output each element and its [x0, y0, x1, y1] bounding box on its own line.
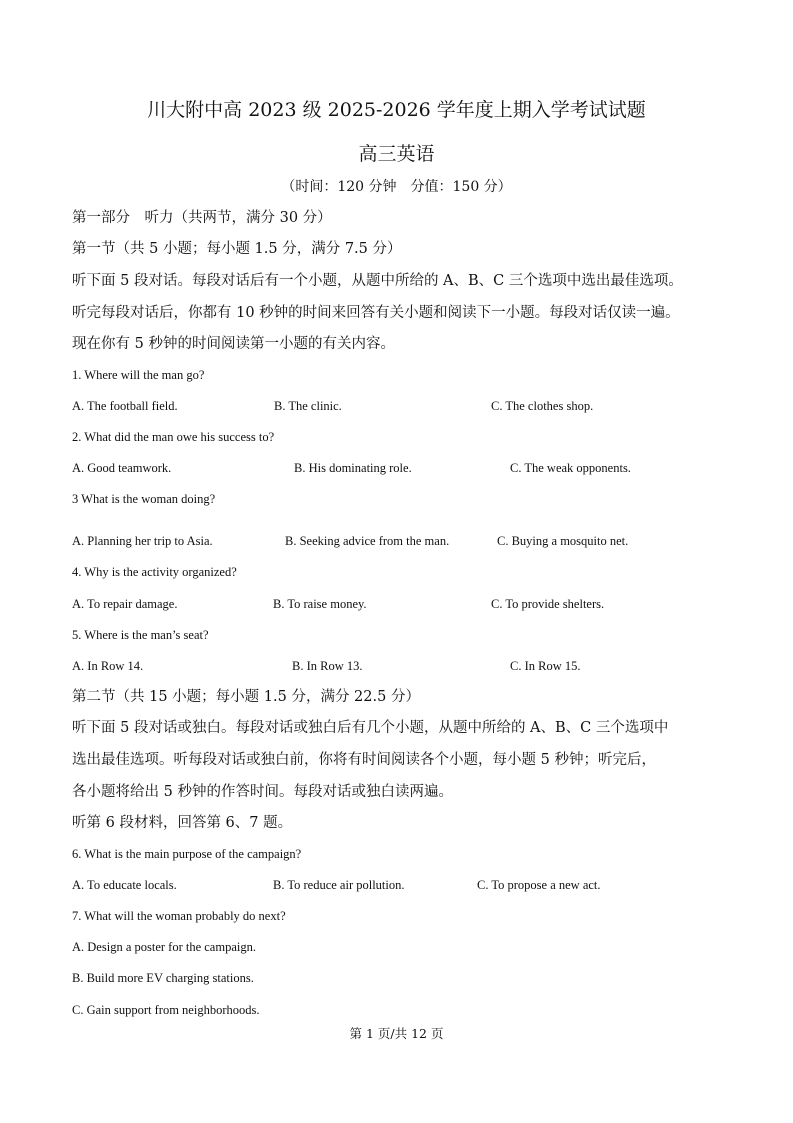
question-stem: 4. Why is the activity organized? — [72, 565, 237, 579]
option-c: C. The weak opponents. — [510, 461, 631, 475]
question-stem: 2. What did the man owe his success to? — [72, 430, 275, 444]
option-a: A. Planning her trip to Asia. — [72, 534, 213, 548]
option-a: A. To repair damage. — [72, 597, 178, 611]
question-stem: 7. What will the woman probably do next? — [72, 909, 286, 923]
option-c: C. In Row 15. — [510, 659, 581, 673]
exam-subtitle: 高三英语 — [358, 143, 435, 165]
option-b: B. The clinic. — [274, 399, 342, 413]
option-b: B. Seeking advice from the man. — [285, 534, 450, 548]
option-a: A. Design a poster for the campaign. — [72, 940, 256, 954]
option-c: C. To propose a new act. — [477, 878, 601, 892]
option-b: B. His dominating role. — [294, 461, 412, 475]
option-c: C. Buying a mosquito net. — [497, 534, 629, 548]
exam-title: 川大附中高 2023 级 2025-2026 学年度上期入学考试试题 — [147, 99, 646, 121]
option-a: A. The football field. — [72, 399, 178, 413]
option-b: B. To reduce air pollution. — [273, 878, 405, 892]
part1-heading: 第一部分 听力（共两节，满分 30 分） — [72, 210, 332, 226]
page-number: 第 1 页/共 12 页 — [349, 1026, 444, 1041]
section2-heading: 第二节（共 15 小题；每小题 1.5 分，满分 22.5 分） — [72, 689, 420, 705]
section2-instruction-line: 听下面 5 段对话或独白。每段对话或独白后有几个小题，从题中所给的 A、B、C 三个选项中 — [72, 720, 669, 736]
option-a: A. In Row 14. — [72, 659, 144, 673]
question-stem: 3 What is the woman doing? — [72, 492, 216, 506]
question-stem: 1. Where will the man go? — [72, 368, 205, 382]
option-b: B. In Row 13. — [292, 659, 363, 673]
option-c: C. To provide shelters. — [491, 597, 605, 611]
time-score-info: （时间：120 分钟 分值：150 分） — [281, 179, 512, 195]
option-c: C. Gain support from neighborhoods. — [72, 1003, 260, 1017]
option-a: A. Good teamwork. — [72, 461, 172, 475]
section1-instruction-line: 听下面 5 段对话。每段对话后有一个小题，从题中所给的 A、B、C 三个选项中选出最佳选项。 — [72, 273, 683, 289]
option-a: A. To educate locals. — [72, 878, 177, 892]
section2-instruction-line: 选出最佳选项。听每段对话或独白前，你将有时间阅读各个小题，每小题 5 秒钟；听完后， — [72, 752, 656, 768]
option-c: C. The clothes shop. — [491, 399, 594, 413]
section1-heading: 第一节（共 5 小题；每小题 1.5 分，满分 7.5 分） — [72, 241, 402, 257]
option-b: B. Build more EV charging stations. — [72, 971, 254, 985]
section1-instruction-line: 听完每段对话后，你都有 10 秒钟的时间来回答有关小题和阅读下一小题。每段对话仅读一遍。 — [72, 305, 680, 321]
section1-instruction-line: 现在你有 5 秒钟的时间阅读第一小题的有关内容。 — [72, 336, 395, 352]
material-heading: 听第 6 段材料，回答第 6、7 题。 — [72, 815, 293, 831]
question-stem: 5. Where is the man’s seat? — [72, 628, 209, 642]
option-b: B. To raise money. — [273, 597, 367, 611]
question-stem: 6. What is the main purpose of the campaign? — [72, 847, 302, 861]
section2-instruction-line: 各小题将给出 5 秒钟的作答时间。每段对话或独白读两遍。 — [72, 784, 453, 800]
